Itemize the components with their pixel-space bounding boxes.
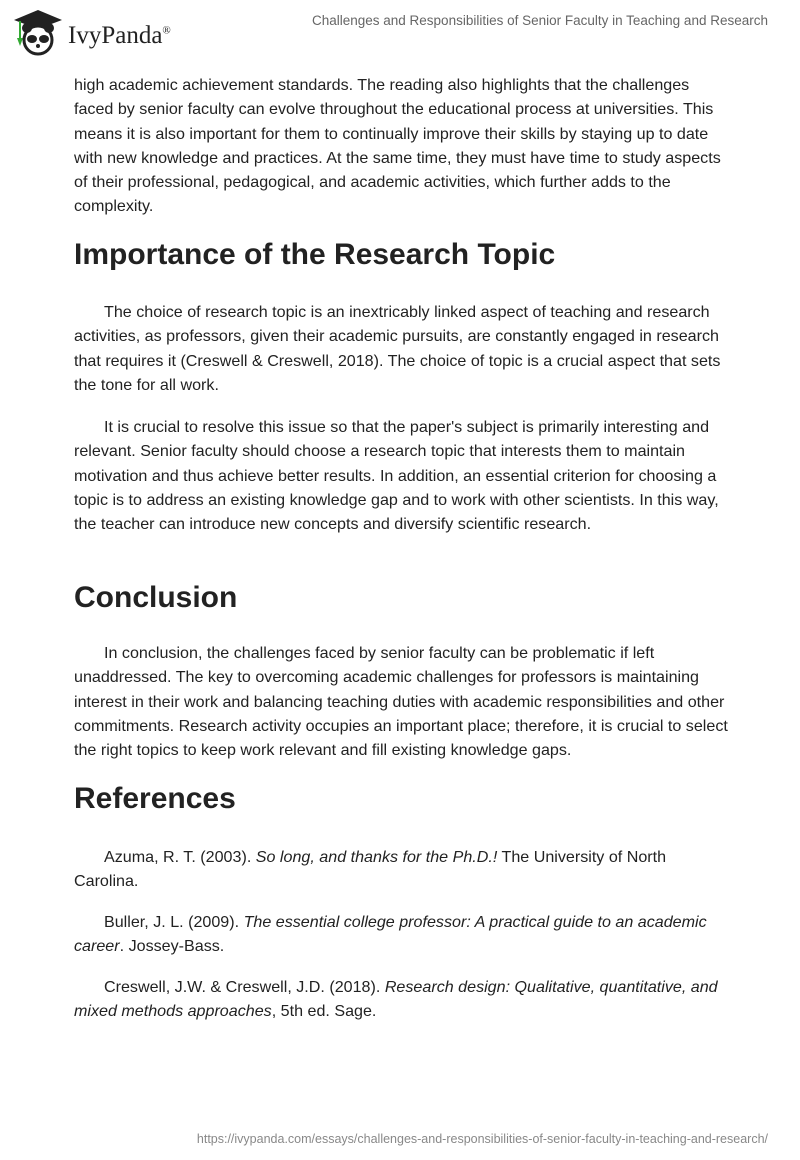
reference-authors: Azuma, R. T. (2003). [104,848,256,866]
reference-item [74,910,728,959]
reference-publisher: The University of North Carolina. [74,848,667,891]
logo-wordmark: IvyPanda [68,22,163,49]
section-heading-conclusion: Conclusion [74,581,238,614]
paragraph: It is crucial to resolve this issue so that the paper's subject is primarily interesting and relevant. Senior faculty should choose a research topic that interests them to maintain motivation and thus achieve better results. In addition, an essential criterion for choosing a topic is to address an existing knowledge gap and to work with other scientists. In this way, the teacher can introduce new concepts and diversify scientific research. [74,418,719,534]
reference-authors: Buller, J. L. (2009). [104,913,244,931]
reference-authors: Creswell, J.W. & Creswell, J.D. (2018). [104,978,385,996]
reference-item [74,975,728,1024]
reference-title: Research design: Qualitative, quantitative, and mixed methods approaches [74,978,718,1021]
section-heading-importance: Importance of the Research Topic [74,238,556,271]
reference-title: So long, and thanks for the Ph.D.! [255,848,498,866]
intro-paragraph: high academic achievement standards. The reading also highlights that the challenges faced by senior faculty can evolve throughout the educational process at universities. This means it is also important for them to continually improve their skills by staying up to date with new knowledge and practices. At the same time, they must have time to study aspects of their professional, pedagogical, and academic activities, which further adds to the complexity. [74,76,721,216]
reference-item [74,845,728,894]
paragraph: In conclusion, the challenges faced by senior faculty can be problematic if left unaddressed. The key to overcoming academic challenges for professors is maintaining interest in their work and balancing teaching duties with academic responsibilities and other commitments. Research activity occupies an important place; therefore, it is crucial to select the right topics to keep work relevant and fill existing knowledge gaps. [74,644,728,760]
section-heading-references: References [74,782,236,815]
ivypanda-logo[interactable] [12,8,171,56]
source-url[interactable]: https://ivypanda.com/essays/challenges-and-responsibilities-of-senior-faculty-in-teaching-and-research/ [196,1132,768,1146]
document-title: Challenges and Responsibilities of Senior Faculty in Teaching and Research [311,13,768,28]
logo-text [68,22,171,50]
registered-mark: ® [162,24,171,37]
panda-graduate-icon [12,8,64,56]
reference-publisher: , 5th ed. Sage. [271,1002,377,1021]
reference-publisher: . Jossey-Bass. [119,937,225,956]
paragraph: The choice of research topic is an inextricably linked aspect of teaching and research activities, as professors, given their academic pursuits, are constantly engaged in research that requires it (Creswell & Creswell, 2018). The choice of topic is a crucial aspect that sets the tone for all work. [74,303,721,394]
reference-title: The essential college professor: A practical guide to an academic career [74,913,707,956]
